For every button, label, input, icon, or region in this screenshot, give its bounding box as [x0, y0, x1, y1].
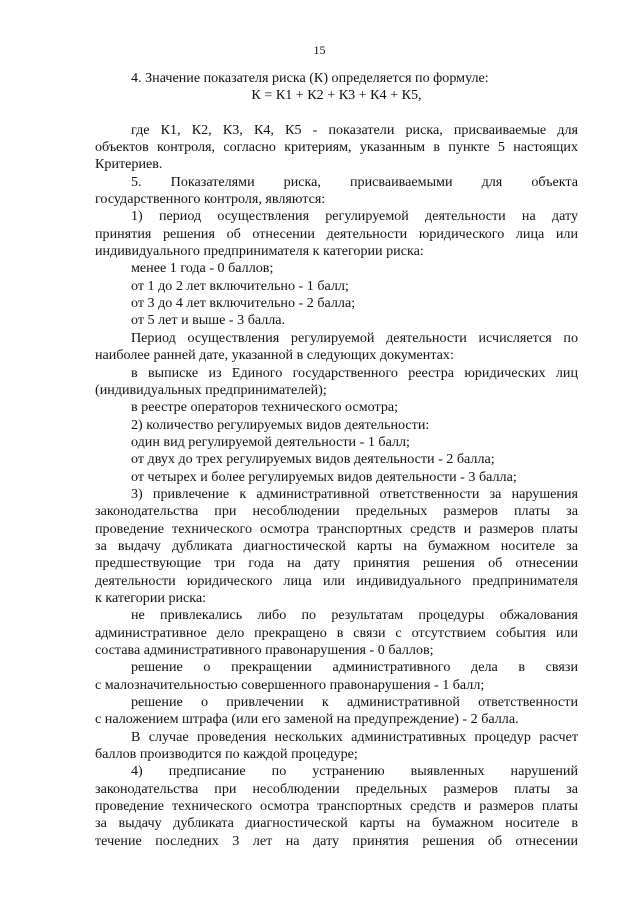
text-line: 3) привлечение к административной ответственности за нарушения: [131, 485, 578, 502]
text-line: 1) период осуществления регулируемой деятельности на дату: [131, 208, 578, 225]
text-line: проведение технического осмотра транспортных средств и размеров платы: [95, 798, 578, 815]
text-line: за выдачу дубликата диагностической карты на бумажном носителе в: [95, 815, 578, 832]
text-line: решение о привлечении к административной ответственности: [131, 694, 578, 711]
text-line: Критериев.: [95, 156, 163, 173]
text-line: 4. Значение показателя риска (К) определяется по формуле:: [131, 70, 489, 86]
text-line: наиболее ранней дате, указанной в следующих документах:: [95, 347, 454, 364]
text-line: 5. Показателями риска, присваиваемыми для объекта: [131, 173, 578, 190]
page-number: 15: [313, 43, 326, 57]
text-line: с малозначительностью совершенного правонарушения - 1 балл;: [95, 676, 485, 693]
text-line: с наложением штрафа (или его заменой на предупреждение) - 2 балла.: [95, 711, 519, 728]
text-line: законодательства при несоблюдении предельных размеров платы за: [95, 780, 578, 797]
text-line: от двух до трех регулируемых видов деятельности - 2 балла;: [131, 451, 495, 468]
text-line: В случае проведения нескольких административных процедур расчет: [131, 728, 578, 745]
text-line: (индивидуальных предпринимателей);: [95, 381, 327, 398]
text-line: не привлекались либо по результатам процедуры обжалования: [131, 607, 578, 624]
text-line: деятельности юридического лица или индивидуального предпринимателя: [95, 572, 578, 589]
text-line: 2) количество регулируемых видов деятельности:: [131, 416, 430, 433]
text-line: государственного контроля, являются:: [95, 191, 326, 208]
text-line: объектов контроля, согласно критериям, указанным в пункте 5 настоящих: [95, 139, 578, 156]
text-line: индивидуального предпринимателя к категории риска:: [95, 243, 424, 260]
text-line: баллов производится по каждой процедуре;: [95, 746, 358, 763]
text-line: состава административного правонарушения - 0 баллов;: [95, 642, 434, 658]
text-line: от четырех и более регулируемых видов деятельности - 3 балла;: [131, 468, 517, 485]
document-body: [95, 70, 578, 850]
formula-line: К = К1 + К2 + К3 + К4 + К5,: [251, 87, 422, 104]
text-line: предшествующие три года на дату принятия решения об отнесении: [95, 555, 578, 572]
text-line: в реестре операторов технического осмотра;: [131, 399, 399, 416]
text-line: от 3 до 4 лет включительно - 2 балла;: [131, 295, 356, 312]
text-line: Период осуществления регулируемой деятельности исчисляется по: [131, 329, 578, 346]
text-line: законодательства при несоблюдении предельных размеров платы за: [95, 503, 578, 520]
text-line: в выписке из Единого государственного реестра юридических лиц: [131, 364, 578, 381]
text-line: где К1, К2, К3, К4, К5 - показатели риска, присваиваемые для: [131, 121, 578, 138]
text-line: 4) предписание по устранению выявленных нарушений: [131, 763, 578, 780]
blank-line: [95, 105, 578, 122]
text-line: менее 1 года - 0 баллов;: [131, 260, 274, 277]
text-line: к категории риска:: [95, 589, 207, 606]
text-line: проведение технического осмотра транспортных средств и размеров платы: [95, 520, 578, 537]
text-line: от 5 лет и выше - 3 балла.: [131, 312, 286, 329]
text-line: принятия решения об отнесении деятельности юридического лица или: [95, 225, 578, 242]
text-line: решение о прекращении административного дела в связи: [131, 659, 578, 676]
text-line: за выдачу дубликата диагностической карты на бумажном носителе за: [95, 537, 578, 554]
text-line: административное дело прекращено в связи с отсутствием события или: [95, 624, 578, 641]
text-line: один вид регулируемой деятельности - 1 балл;: [131, 433, 410, 450]
text-line: течение последних 3 лет на дату принятия решения об отнесении: [95, 832, 578, 849]
text-line: от 1 до 2 лет включительно - 1 балл;: [131, 277, 349, 294]
